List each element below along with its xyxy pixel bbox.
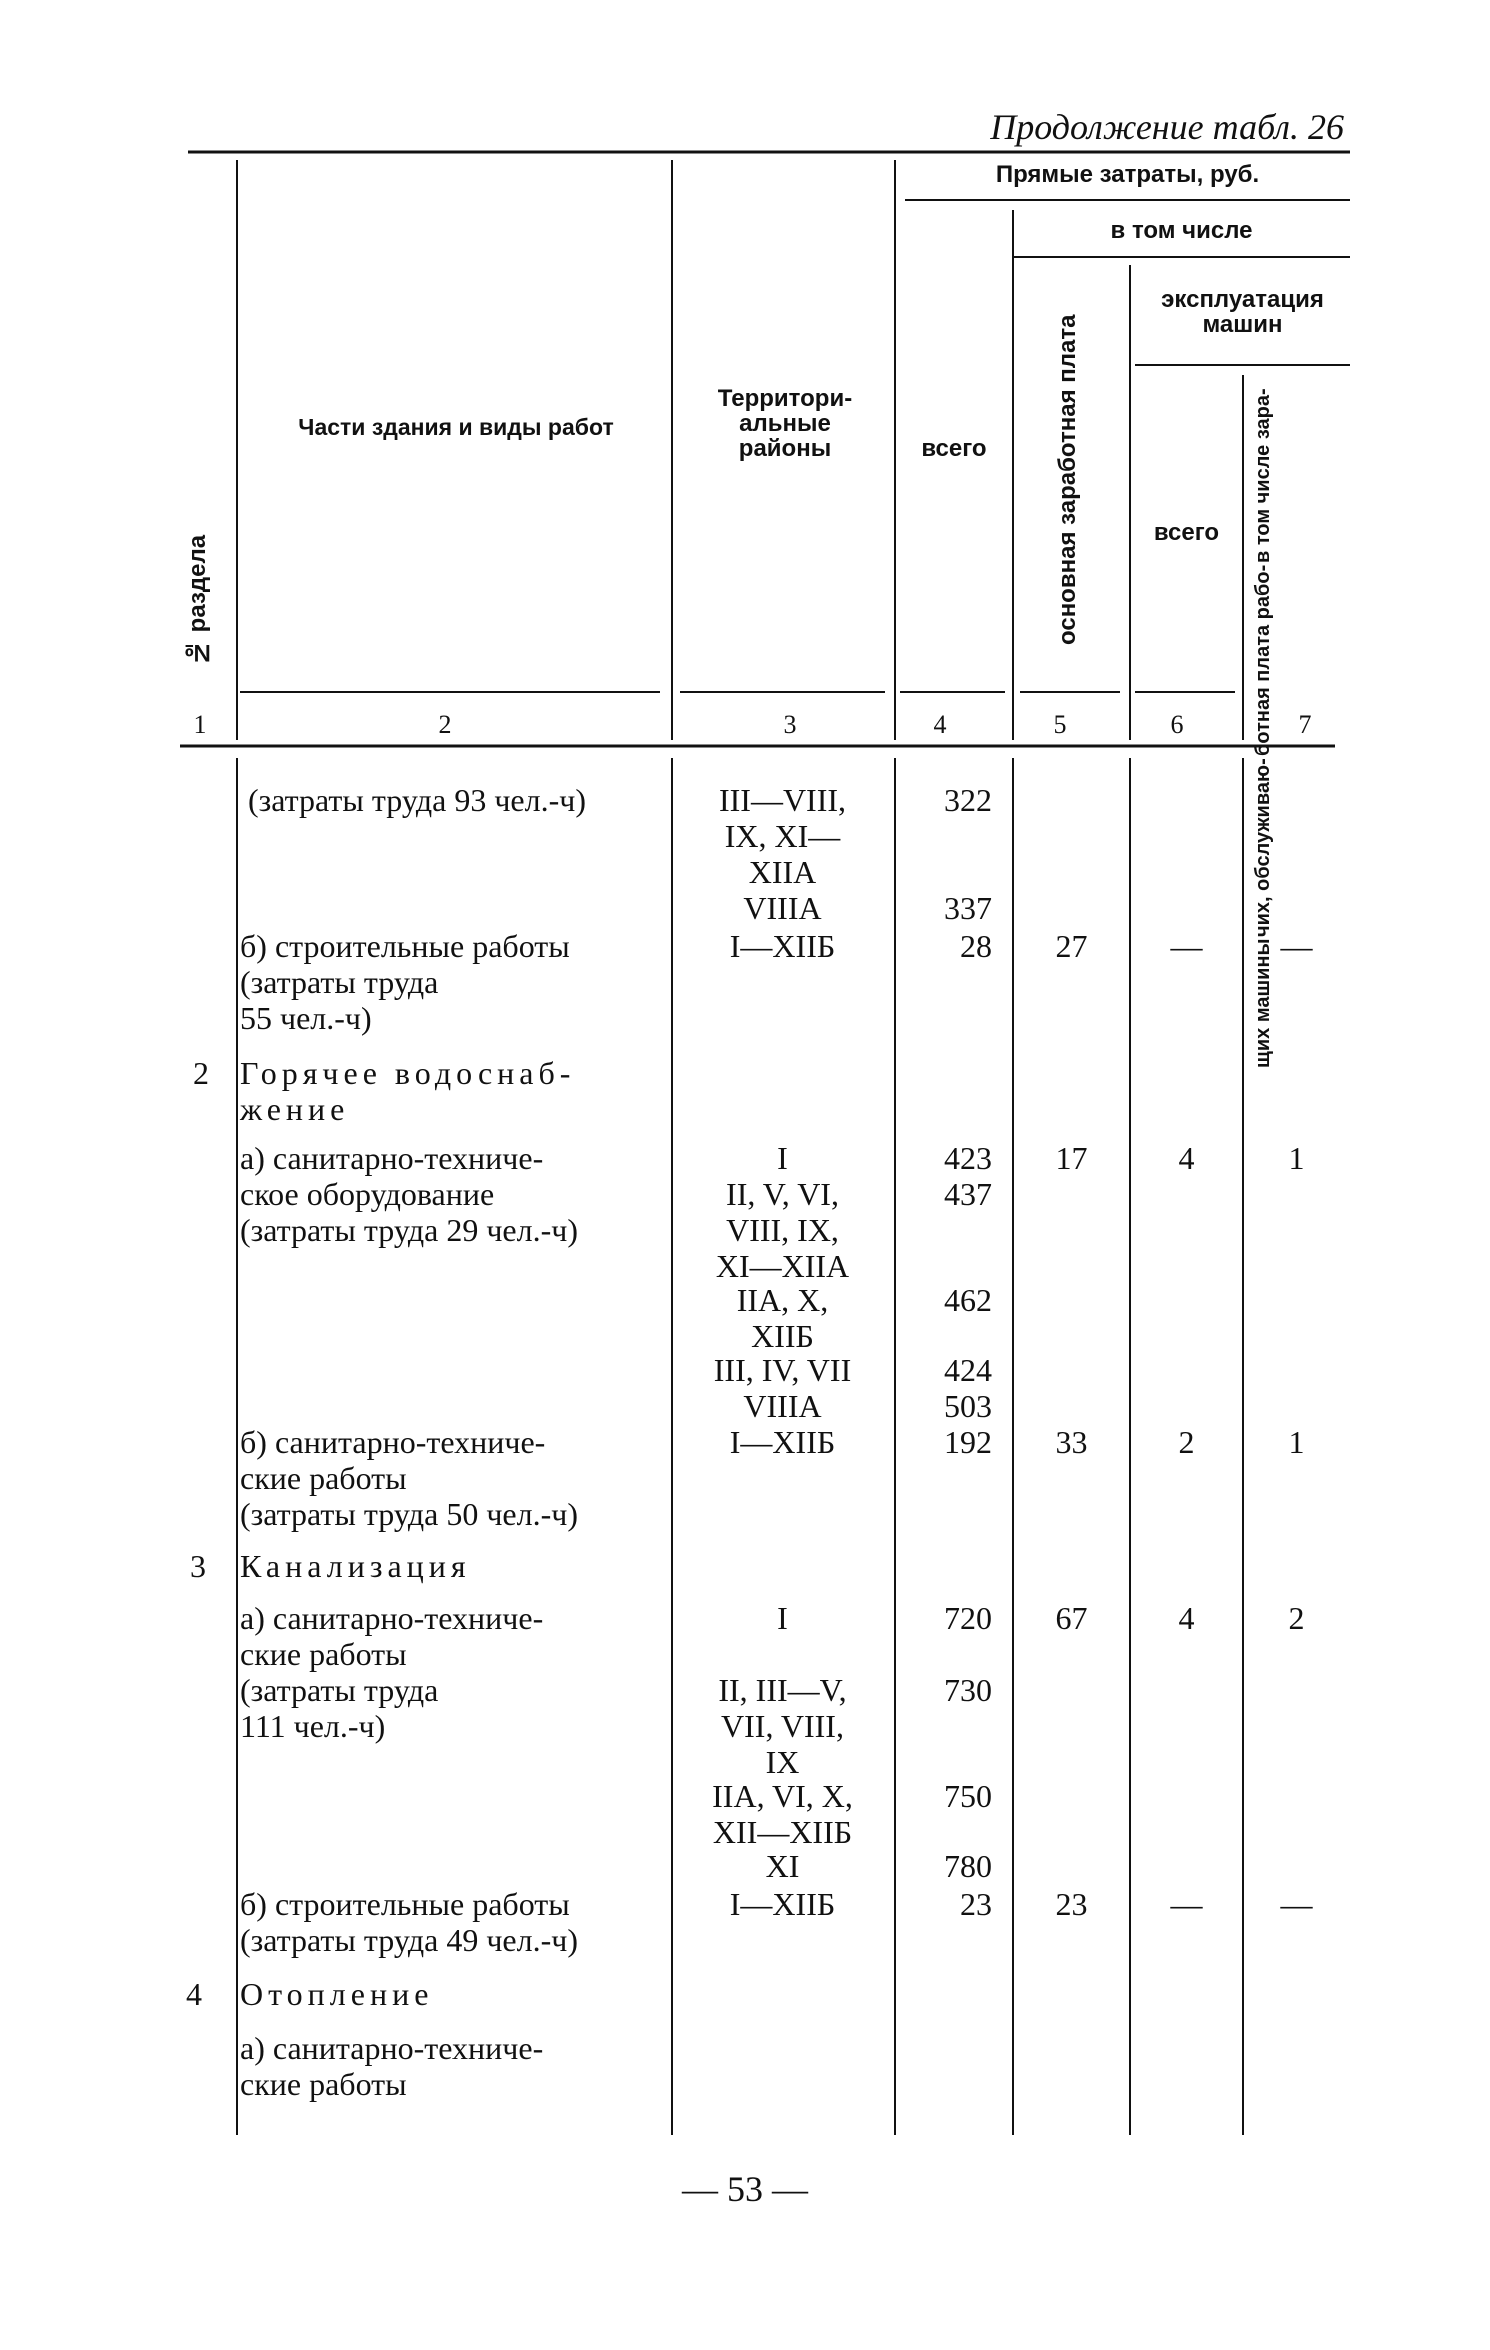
- total-cell: 192: [944, 1424, 992, 1460]
- header-machine-operation: эксплуатация машин: [1161, 286, 1324, 339]
- section-title: Канализация: [240, 1548, 471, 1584]
- regions-cell: VIIIA: [743, 1388, 822, 1424]
- regions-cell: VIIIA: [743, 890, 822, 926]
- regions-cell: XI: [765, 1848, 800, 1884]
- regions-cell: I—XIIБ: [729, 1424, 836, 1460]
- header-direct-costs: Прямые затраты, руб.: [995, 161, 1260, 188]
- col-number-3: 3: [783, 710, 797, 739]
- total-cell: 28: [960, 928, 992, 964]
- total-cell: 337: [944, 890, 992, 926]
- total-cell: 462: [944, 1282, 992, 1318]
- machine-wage-cell: 1: [1288, 1424, 1305, 1460]
- col-number-2: 2: [438, 710, 452, 739]
- machine-cell: 2: [1178, 1424, 1195, 1460]
- wage-cell: 27: [1055, 928, 1088, 964]
- total-cell: 23: [960, 1886, 992, 1922]
- header-base-wage: основная заработная плата: [1054, 314, 1081, 646]
- work-type-cell: а) санитарно-техниче- ское оборудование (затраты труда 29 чел.-ч): [240, 1140, 578, 1248]
- work-type-cell: (затраты труда 93 чел.-ч): [248, 782, 586, 818]
- regions-cell: II, III—V, VII, VIII, IX: [718, 1672, 847, 1780]
- work-type-cell: а) санитарно-техниче- ские работы (затраты труда 111 чел.-ч): [240, 1600, 544, 1744]
- work-type-cell: б) строительные работы (затраты труда 49 чел.-ч): [240, 1886, 578, 1958]
- machine-wage-cell: 2: [1288, 1600, 1305, 1636]
- header-including: в том числе: [1110, 217, 1253, 244]
- col-number-4: 4: [933, 710, 947, 739]
- section-title: Отопление: [240, 1976, 434, 2012]
- wage-cell: 23: [1055, 1886, 1088, 1922]
- regions-cell: IIA, X, XIIБ: [736, 1282, 829, 1354]
- regions-cell: IIA, VI, X, XII—XIIБ: [712, 1778, 853, 1850]
- work-type-cell: б) санитарно-техниче- ские работы (затраты труда 50 чел.-ч): [240, 1424, 578, 1532]
- total-cell: 437: [944, 1176, 992, 1212]
- wage-cell: 67: [1055, 1600, 1088, 1636]
- header-regions: Территори- альные районы: [717, 385, 853, 463]
- section-number: 2: [193, 1055, 209, 1091]
- machine-cell: —: [1170, 1886, 1203, 1922]
- header-work-types: Части здания и виды работ: [298, 414, 614, 440]
- total-cell: 322: [944, 782, 992, 818]
- header-total: всего: [921, 435, 987, 462]
- wage-cell: 33: [1055, 1424, 1088, 1460]
- regions-cell: I: [777, 1600, 788, 1636]
- machine-wage-cell: —: [1280, 928, 1313, 964]
- total-cell: 424: [944, 1352, 992, 1388]
- total-cell: 780: [944, 1848, 992, 1884]
- total-cell: 503: [944, 1388, 992, 1424]
- section-number: 3: [190, 1548, 206, 1584]
- regions-cell: III—VIII, IX, XI— XIIA: [718, 782, 847, 890]
- section-title: Горячее водоснаб- жение: [240, 1055, 576, 1127]
- page-number: — 53 —: [682, 2169, 808, 2209]
- header-machine-wage: в том числе зара- ботная плата рабо- чих, обслуживаю- щих машины: [1252, 388, 1274, 1069]
- regions-cell: III, IV, VII: [713, 1352, 852, 1388]
- col-number-1: 1: [193, 710, 207, 739]
- machine-wage-cell: 1: [1288, 1140, 1305, 1176]
- col-number-7: 7: [1298, 710, 1312, 739]
- header-section-number: № раздела: [184, 534, 211, 666]
- regions-cell: II, V, VI, VIII, IX, XI—XIIA: [715, 1176, 850, 1284]
- regions-cell: I—XIIБ: [729, 928, 836, 964]
- col-number-6: 6: [1170, 710, 1184, 739]
- col-number-5: 5: [1053, 710, 1067, 739]
- total-cell: 750: [944, 1778, 992, 1814]
- machine-cell: 4: [1178, 1600, 1195, 1636]
- table-caption: Продолжение табл. 26: [990, 107, 1344, 147]
- total-cell: 423: [944, 1140, 992, 1176]
- section-number: 4: [186, 1976, 202, 2012]
- wage-cell: 17: [1055, 1140, 1088, 1176]
- total-cell: 730: [944, 1672, 992, 1708]
- work-type-cell: а) санитарно-техниче- ские работы: [240, 2030, 544, 2102]
- regions-cell: I: [777, 1140, 788, 1176]
- machine-cell: —: [1170, 928, 1203, 964]
- regions-cell: I—XIIБ: [729, 1886, 836, 1922]
- work-type-cell: б) строительные работы (затраты труда 55 чел.-ч): [240, 928, 570, 1036]
- header-machine-total: всего: [1153, 519, 1220, 546]
- machine-cell: 4: [1178, 1140, 1195, 1176]
- total-cell: 720: [944, 1600, 992, 1636]
- machine-wage-cell: —: [1280, 1886, 1313, 1922]
